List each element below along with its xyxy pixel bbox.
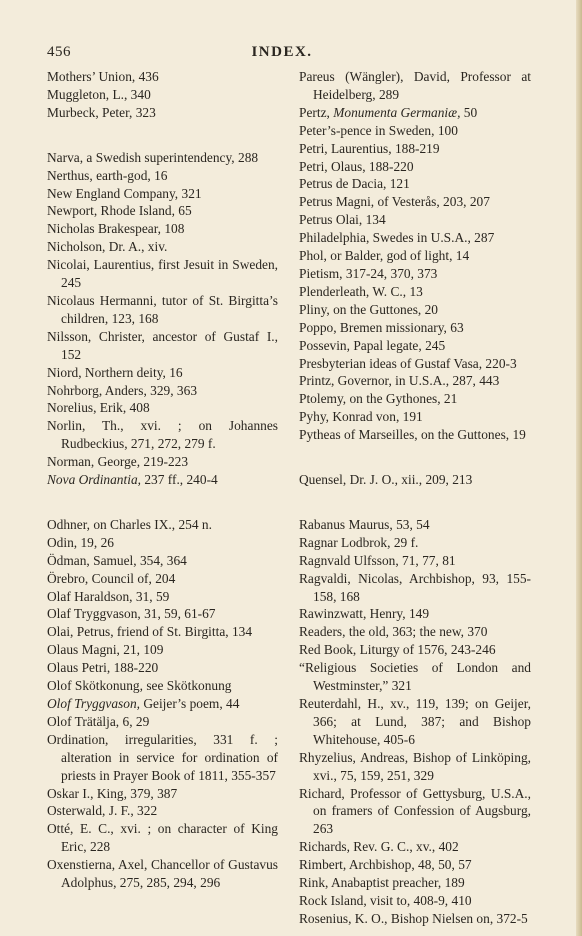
index-entry: Pietism, 317-24, 370, 373: [299, 265, 438, 281]
index-entry: Nicholson, Dr. A., xiv.: [47, 239, 168, 255]
index-entry: Poppo, Bremen missionary, 63: [299, 319, 464, 335]
index-entry: Nicolaus Hermanni, tutor of St. Birgitta’s children, 123, 168: [47, 292, 278, 326]
index-entry: Red Book, Liturgy of 1576, 243-246: [299, 642, 496, 658]
index-entry: Printz, Governor, in U.S.A., 287, 443: [299, 373, 500, 389]
index-entry: Ptolemy, on the Gythones, 21: [299, 391, 458, 407]
italic-title: Olof Tryggvason,: [47, 696, 140, 711]
index-entry: Pliny, on the Guttones, 20: [299, 301, 438, 317]
index-entry: Reuterdahl, H., xv., 119, 139; on Geijer, 366; at Lund, 387; and Bishop Whitehouse, 405-6: [299, 696, 531, 747]
index-entry: Rawinzwatt, Henry, 149: [299, 606, 430, 622]
index-entry: Olaus Magni, 21, 109: [47, 642, 164, 658]
index-entry: Petrus Olai, 134: [299, 212, 386, 228]
page-header: [47, 44, 517, 64]
page-edge: [576, 0, 582, 936]
index-entry: Peter’s-pence in Sweden, 100: [299, 122, 458, 138]
index-entry: Pytheas of Marseilles, on the Guttones, 19: [299, 427, 526, 443]
index-entry: Petrus Magni, of Vesterås, 203, 207: [299, 194, 490, 210]
index-entry: Rink, Anabaptist preacher, 189: [299, 875, 465, 891]
index-entry: Olai, Petrus, friend of St. Birgitta, 134: [47, 624, 253, 640]
index-entry: Odhner, on Charles IX., 254 n.: [47, 516, 212, 532]
index-entry: Osterwald, J. F., 322: [47, 803, 158, 819]
index-entry: Oskar I., King, 379, 387: [47, 785, 178, 801]
index-entry: Norman, George, 219-223: [47, 454, 189, 470]
index-entry: Richard, Professor of Gettysburg, U.S.A., on framers of Confession of Augsburg, 263: [299, 785, 531, 837]
index-entry: Muggleton, L., 340: [47, 86, 151, 102]
index-entry: Newport, Rhode Island, 65: [47, 203, 192, 219]
running-title: INDEX.: [251, 44, 313, 60]
index-entry: Murbeck, Peter, 323: [47, 104, 156, 120]
index-entry: Nohrborg, Anders, 329, 363: [47, 382, 198, 398]
index-entry: Oxenstierna, Axel, Chancellor of Gustavus Adolphus, 275, 285, 294, 296: [47, 857, 278, 891]
index-entry: “Religious Societies of London and Westminster,” 321: [299, 660, 531, 694]
index-entry: Petrus de Dacia, 121: [299, 176, 410, 192]
index-entry: Norlin, Th., xvi. ; on Johannes Rudbeckius, 271, 272, 279 f.: [47, 418, 278, 452]
index-entry: Pyhy, Konrad von, 191: [299, 409, 423, 425]
index-entry: Petri, Laurentius, 188-219: [299, 140, 440, 156]
index-entry: Plenderleath, W. C., 13: [299, 283, 423, 299]
index-entry: Olaus Petri, 188-220: [47, 660, 159, 676]
index-entry: Ödman, Samuel, 354, 364: [47, 552, 187, 568]
index-entry: Rabanus Maurus, 53, 54: [299, 516, 430, 532]
index-entry: Olaf Tryggvason, 31, 59, 61-67: [47, 606, 216, 622]
index-entry: Pertz, Monumenta Germaniæ, 50: [299, 104, 478, 120]
index-column-left: [47, 68, 278, 892]
index-entry: Rosenius, K. O., Bishop Nielsen on, 372-5: [299, 910, 528, 926]
index-entry: Nilsson, Christer, ancestor of Gustaf I., 152: [47, 328, 278, 362]
index-entry: Norelius, Erik, 408: [47, 400, 150, 416]
index-entry: Quensel, Dr. J. O., xii., 209, 213: [299, 472, 473, 488]
index-entry: Ragnvald Ulfsson, 71, 77, 81: [299, 552, 456, 568]
index-entry: Rimbert, Archbishop, 48, 50, 57: [299, 857, 472, 873]
index-entry: Mothers’ Union, 436: [47, 69, 159, 84]
index-entry: Nicholas Brakespear, 108: [47, 221, 185, 237]
index-entry: Ragvaldi, Nicolas, Archbishop, 93, 155-158, 168: [299, 570, 531, 604]
index-entry: Ordination, irregularities, 331 f. ; alteration in service for ordination of priests in Prayer Book of 1811, 355-357: [47, 731, 278, 783]
index-entry: Nova Ordinantia, 237 ff., 240-4: [47, 472, 218, 488]
index-entry: Possevin, Papal legate, 245: [299, 337, 446, 353]
index-entry: Ragnar Lodbrok, 29 f.: [299, 534, 419, 550]
index-entry: Philadelphia, Swedes in U.S.A., 287: [299, 230, 495, 246]
index-entry: Readers, the old, 363; the new, 370: [299, 624, 488, 640]
index-entry: Olof Trätälja, 6, 29: [47, 713, 150, 729]
index-entry: Nicolai, Laurentius, first Jesuit in Sweden, 245: [47, 257, 278, 291]
index-entry: Presbyterian ideas of Gustaf Vasa, 220-3: [299, 355, 517, 371]
index-entry: Niord, Northern deity, 16: [47, 364, 183, 380]
index-entry: Olaf Haraldson, 31, 59: [47, 588, 170, 604]
index-entry: Olof Skötkonung, see Skötkonung: [47, 678, 232, 694]
index-entry: Örebro, Council of, 204: [47, 570, 176, 586]
index-entry: Pareus (Wängler), David, Professor at Heidelberg, 289: [299, 69, 531, 102]
index-entry: Otté, E. C., xvi. ; on character of King Eric, 228: [47, 821, 278, 855]
italic-title: Monumenta Germaniæ,: [333, 104, 461, 120]
index-entry: New England Company, 321: [47, 185, 202, 201]
index-entry: Rock Island, visit to, 408-9, 410: [299, 892, 472, 908]
index-entry: Odin, 19, 26: [47, 534, 114, 550]
page-number: 456: [47, 44, 71, 60]
index-entry: Richards, Rev. G. C., xv., 402: [299, 839, 459, 855]
index-entry: Phol, or Balder, god of light, 14: [299, 248, 470, 264]
index-column-right: [299, 68, 531, 928]
index-entry: Petri, Olaus, 188-220: [299, 158, 414, 174]
index-entry: Nerthus, earth-god, 16: [47, 167, 168, 183]
italic-title: Nova Ordinantia,: [47, 472, 141, 488]
index-entry: Olof Tryggvason, Geijer’s poem, 44: [47, 696, 240, 711]
index-entry: Narva, a Swedish superintendency, 288: [47, 149, 259, 165]
index-entry: Rhyzelius, Andreas, Bishop of Linköping, xvi., 75, 159, 251, 329: [299, 749, 531, 783]
